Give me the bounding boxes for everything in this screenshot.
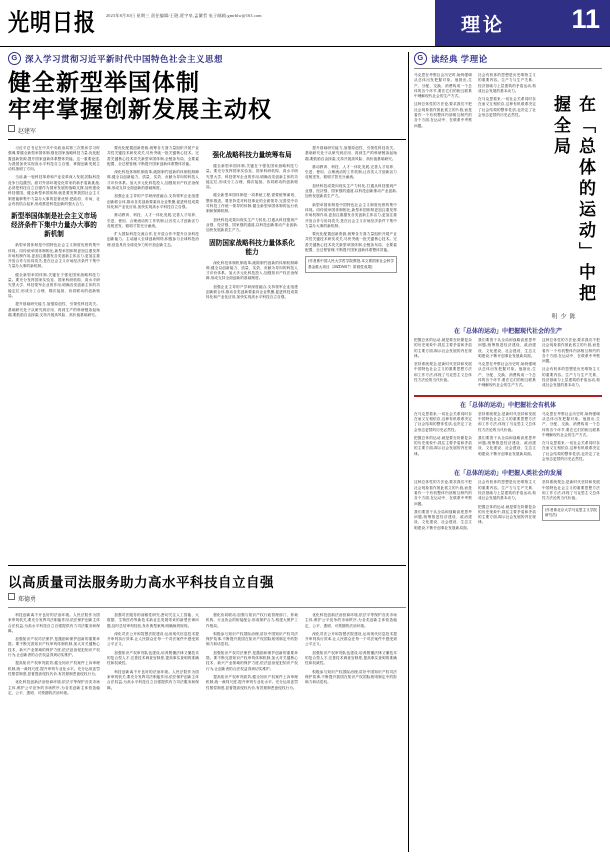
page-number: 11 xyxy=(571,4,600,34)
paragraph: 深化科技体制机制改革,破除制约创新的体制机制障碍,健全以创新能力、质量、实效、贡献为导向的科技人才评价体系。加大多元化科技投入,加强知识产权法治保障,形成支持全面创新的基础制度。 xyxy=(107,170,199,191)
paragraph: 健全新型举国体制,关键在于强化国家战略科技力量。要充分发挥国家实验室、国家科研机构、高水平研究型大学、科技领军企业的作用,明确各类创新主体的功能定位,形成分工合理、梯次接续、协同联动的创新格局。 xyxy=(8,272,100,298)
rail-column-1 xyxy=(414,73,472,323)
article-kicker xyxy=(8,52,406,65)
article-footnote: (作者系中国人民大学哲学院教授,本文系国家社会科学基金重大项目〔20ZDA017〕阶段性成果) xyxy=(305,256,397,272)
paragraph: 推动教育、科技、人才一体化发展,完善人才培养、引进、使用、合理流动的工作机制,让各类人才创新活力竞相迸发、聪明才智充分涌流。 xyxy=(305,164,397,180)
paragraph: 要优化配置创新资源,统筹各方面力量组织开展产业共性关键技术研发攻关,尽快突破一批关键核心技术。完善关键核心技术攻关新型举国体制,全链条布局、全要素配置、全过程管理,不断提升国家创新体系整体效能。 xyxy=(305,232,397,253)
secondary-author: 郑德勇 xyxy=(18,597,37,603)
article-headline-line2: 牢牢掌握创新发展主动权 xyxy=(8,97,272,122)
paragraph: 积极参与知识产权国际治理,讲好中国知识产权司法保护故事,不断提升我国在知识产权国际规则制定中的影响力和话语权。 xyxy=(206,631,298,647)
masthead xyxy=(0,0,610,47)
rail-column-2 xyxy=(478,73,536,323)
paragraph: 加强企业主导的产学研深度融合,支持领军企业组建创新联合体,推动各类创新要素向企业集聚,促进科技成果转化和产业化应用,加快实现高水平科技自立自强。 xyxy=(206,284,298,300)
paragraph: 新型举国体制是中国特色社会主义制度优势的集中体现。同传统举国体制相比,新型举国体制更加注重发挥市场机制作用,更加注重激发各类创新主体活力,更加注重开放合作与协同攻关,是在社会主义市场经济条件下集中力量办大事的新机制。 xyxy=(8,243,100,269)
paragraph: 积极参与知识产权国际治理,讲好中国知识产权司法保护故事,不断提升我国在知识产权国际规则制定中的影响力和话语权。 xyxy=(305,669,397,685)
paragraph: 优化科技创新法治营商环境,依法平等保护各类市场主体,维护公平竞争的市场秩序,为各类创新主体营造稳定、公平、透明、可预期的法治环境。 xyxy=(8,680,100,695)
paragraph: 加强司法服务的前瞻性研究,密切关注人工智能、大数据、生物医药等新技术新业态发展带来的新型法律问题,及时总结审判经验,发布典型案例,明确裁判规则。 xyxy=(107,613,199,628)
guangming-mark-icon: G xyxy=(8,52,21,65)
paragraph: 在马克思看来,一切社会关系同时存在而又互相依存,这种有机联系决定了社会结构的整体性质,也决定了社会形态更替的历史必然性。 xyxy=(478,97,536,118)
rail-divider-bar xyxy=(414,395,602,397)
rail-subhead-1: 在「总体的运动」中把握现代社会的生产 xyxy=(453,329,562,335)
article-column-1 xyxy=(8,146,100,321)
paragraph: 在马克思看来,一切社会关系同时存在而又互相依存,这种有机联系决定了社会结构的整体性质,也决定了社会形态更替的历史必然性。 xyxy=(414,411,472,432)
paragraph: 这种总体性的方法论,要求我们不把社会现象看作彼此孤立的片段,而是看作一个有机整体内部相互制约的各个方面,在运动中、在联系中考察问题。 xyxy=(414,480,472,506)
rail-lower-columns xyxy=(414,412,602,466)
paragraph: 这种总体性的方法论,要求我们不把社会现象看作彼此孤立的片段,而是看作一个有机整体内部相互制约的各个方面,在运动中、在联系中考察问题。 xyxy=(542,338,600,364)
article-subhead-1: 新型举国体制是社会主义市场经济条件下集中力量办大事的新机制 xyxy=(11,213,97,239)
article-main xyxy=(8,52,406,321)
article-secondary xyxy=(8,565,406,699)
paragraph: 社会有机体的思想是历史唯物主义的重要内容。生产力与生产关系、经济基础与上层建筑的矛盾运动,构成社会发展的基本动力。 xyxy=(542,367,600,388)
paragraph: 在马克思看来,一切社会关系同时存在而又互相依存,这种有机联系决定了社会结构的整体性质,也决定了社会形态更替的历史必然性。 xyxy=(542,441,600,462)
paragraph: 提高知识产权审判质效,健全知识产权案件上诉审理机制,统一裁判尺度,提升审判专业化水平。充分运用惩罚性赔偿制度,显著提高侵权代价,有效遏制恶意侵权行为。 xyxy=(206,674,298,690)
byline-marker-icon xyxy=(8,125,15,132)
paragraph: 加强知识产权审判队伍建设,培养既懂法律又懂技术的复合型人才,完善技术调查官制度,提高事实查明的准确性和权威性。 xyxy=(305,650,397,666)
article-subhead-3: 固防国家战略科技力量体系化能力 xyxy=(209,239,295,256)
paragraph: 加强企业主导的产学研深度融合,支持领军企业组建创新联合体,推动各类创新要素向企业集聚,促进科技成果转化和产业化应用,加快实现高水平科技自立自强。 xyxy=(107,194,199,209)
rail-column-8 xyxy=(542,412,600,466)
secondary-column-4 xyxy=(305,613,397,699)
article-separator-rule xyxy=(8,565,406,566)
article-byline xyxy=(8,125,406,135)
paragraph: 把握总体的运动,就是要在纷繁复杂的历史现象中,抓住主要矛盾和矛盾的主要方面,揭示社会发展的内在规律。 xyxy=(414,435,472,456)
article-headline-line1: 健全新型举国体制 xyxy=(8,70,200,95)
paragraph: 深化司法公开和智慧法院建设,运用现代信息技术提升审判执行效率,让人民群众在每一个司法案件中感受到公平正义。 xyxy=(107,631,199,647)
secondary-column-2 xyxy=(107,613,199,699)
paragraph: 马克思在考察社会历史时,始终强调从总体出发把握对象。他指出,生产、分配、交换、消费构成一个总体的各个环节,要在它们的相互联系中理解现代社会的生产方式。 xyxy=(542,411,600,437)
paragraph: 我们要善于从全局和战略高度思考问题,统筹推进经济建设、政治建设、文化建设、社会建设、生态文明建设,不断开创事业发展新局面。 xyxy=(478,435,536,456)
paragraph: 加快科技成果向现实生产力转化,打通从科技强到产业强、经济强、国家强的通道,以科技创新推动产业创新,加快发展新质生产力。 xyxy=(206,217,298,233)
article-columns xyxy=(8,146,406,321)
paragraph: 习近平总书记在中共中央政治局第三次集体学习时强调,要健全新型举国体制,强化国家战略科技力量,优化配置创新资源,提升国家创新体系整体效能。这一重要论述,为我国加快实现高水平科技自立自强、掌握创新发展主动权指明了方向。 xyxy=(8,146,100,172)
rail-bottom-columns xyxy=(414,480,602,534)
rail-vertical-author: 陈少明 xyxy=(550,313,574,321)
paragraph: 这种总体性的方法论,要求我们不把社会现象看作彼此孤立的片段,而是看作一个有机整体内部相互制约的各个方面,在运动中、在联系中考察问题。 xyxy=(414,102,472,128)
paragraph: 科技创新离不开良好的法治环境。人民法院作为国家审判机关,要充分发挥司法职能作用,依法保护创新主体合法权益,为高水平科技自立自强提供有力司法服务和保障。 xyxy=(107,669,199,690)
rail-footnote: (作者系北京大学马克思主义学院研究员) xyxy=(542,505,600,521)
headline-rule xyxy=(8,139,406,140)
rail-kicker xyxy=(414,52,602,65)
rail-column-10 xyxy=(478,480,536,534)
paragraph: 健全新型举国体制是一项系统工程,需要统筹谋划、整体推进。要坚持党对科技事业的全面领导,完善党中央对科技工作统一领导的体制,健全新型举国体制的运行机制和保障机制。 xyxy=(206,193,298,214)
paragraph: 马克思在考察社会历史时,始终强调从总体出发把握对象。他指出,生产、分配、交换、消费构成一个总体的各个环节,要在它们的相互联系中理解现代社会的生产方式。 xyxy=(478,362,536,388)
rail-column-9 xyxy=(414,480,472,534)
article-column-2 xyxy=(107,146,199,321)
secondary-headline: 以高质量司法服务助力高水平科技自立自强 xyxy=(8,575,274,590)
paragraph: 当前,新一轮科技革命和产业变革深入发展,国际科技竞争日趋激烈。面对外部环境变化带来的新矛盾新挑战,必须把科技自立自强作为国家发展的战略支撑,加快建设科技强国。健全新型举国体制,就是要发挥我国社会主义制度能够集中力量办大事的显著优势,把政府、市场、社会有机结合起来,形成推进科技创新的强大合力。 xyxy=(8,175,100,206)
paragraph: 扩大国际科技交流合作,在开放合作中提升自身科技创新能力。主动融入全球创新网络,积极参与全球科技治理,营造具有全球竞争力的开放创新生态。 xyxy=(107,232,199,247)
paragraph: 马克思在考察社会历史时,始终强调从总体出发把握对象。他指出,生产、分配、交换、消费构成一个总体的各个环节,要在它们的相互联系中理解现代社会的生产方式。 xyxy=(414,73,472,99)
paragraph: 我们要善于从全局和战略高度思考问题,统筹推进经济建设、政治建设、文化建设、社会建设、生态文明建设,不断开创事业发展新局面。 xyxy=(478,338,536,358)
paragraph: 把握总体的运动,就是要在纷繁复杂的历史现象中,抓住主要矛盾和矛盾的主要方面,揭示社会发展的内在规律。 xyxy=(414,338,472,358)
paragraph: 我们要善于从全局和战略高度思考问题,统筹推进经济建设、政治建设、文化建设、社会建设、生态文明建设,不断开创事业发展新局面。 xyxy=(414,509,472,530)
rail-top-columns xyxy=(414,73,602,323)
guangming-mark-icon: G xyxy=(414,52,427,65)
rail-mid-columns xyxy=(414,338,602,392)
rail-column-4 xyxy=(478,338,536,392)
paragraph: 健全新型举国体制,关键在于强化国家战略科技力量。要充分发挥国家实验室、国家科研机构、高水平研究型大学、科技领军企业的作用,明确各类创新主体的功能定位,形成分工合理、梯次接续、协同联动的创新格局。 xyxy=(206,164,298,190)
paragraph: 强化协同联动,加强与知识产权行政管理部门、仲裁机构、行业协会的衔接配合,形成保护合力,构建大保护工作格局。 xyxy=(206,613,298,628)
rail-subhead-3: 在「总体的运动」中把握人类社会的发展 xyxy=(453,471,562,478)
rail-column-3 xyxy=(414,338,472,392)
paragraph: 社会有机体的思想是历史唯物主义的重要内容。生产力与生产关系、经济基础与上层建筑的矛盾运动,构成社会发展的基本动力。 xyxy=(478,73,536,93)
paragraph: 深化科技体制机制改革,破除制约创新的体制机制障碍,健全以创新能力、质量、实效、贡献为导向的科技人才评价体系。加大多元化科技投入,加强知识产权法治保障,形成支持全面创新的基础制度。 xyxy=(206,260,298,281)
paragraph: 加强知识产权司法保护,是激励和保护创新的重要举措。要不断完善知识产权审判体制机制,加大对关键核心技术、新兴产业领域的保护力度,依法惩治侵犯知识产权行为,让创新者的合法权益得到切实维护。 xyxy=(206,650,298,671)
paragraph: 提高知识产权审判质效,健全知识产权案件上诉审理机制,统一裁判尺度,提升审判专业化水平。充分运用惩罚性赔偿制度,显著提高侵权代价,有效遏制恶意侵权行为。 xyxy=(8,661,100,676)
secondary-column-3 xyxy=(206,613,298,699)
paragraph: 提升基础研究能力,加强原创性、引领性科技攻关。基础研究处于从研究到应用、再到生产的科研链条起始端,要鼓励自由探索,支持开展高风险、高价值基础研究。 xyxy=(8,302,100,317)
section-banner xyxy=(435,0,610,46)
rail-kicker-text: 读经典 学理论 xyxy=(431,53,488,64)
article-kicker-text: 深入学习贯彻习近平新时代中国特色社会主义思想 xyxy=(25,53,224,64)
paragraph: 深化司法公开和智慧法院建设,运用现代信息技术提升审判执行效率,让人民群众在每一个司法案件中感受到公平正义。 xyxy=(305,631,397,647)
section-title: 理论 xyxy=(461,14,506,36)
paragraph: 坚持系统观念,是新时代坚持和发展中国特色社会主义的重要思想方法和工作方法,体现了马克思主义总体性方法论的当代价值。 xyxy=(478,411,536,432)
secondary-column-1 xyxy=(8,613,100,699)
byline-marker-icon xyxy=(8,593,15,600)
paragraph: 优化科技创新法治营商环境,依法平等保护各类市场主体,维护公平竞争的市场秩序,为各类创新主体营造稳定、公平、透明、可预期的法治环境。 xyxy=(305,613,397,628)
paragraph: 坚持系统观念,是新时代坚持和发展中国特色社会主义的重要思想方法和工作方法,体现了马克思主义总体性方法论的当代价值。 xyxy=(542,480,600,501)
masthead-dateline: 2023年8月30日 星期三 责任编辑/王琎,贾宇泉,孟繁哲 电子邮箱:gmrblw@163.com xyxy=(106,13,262,18)
secondary-columns xyxy=(8,613,406,699)
paragraph: 坚持系统观念,是新时代坚持和发展中国特色社会主义的重要思想方法和工作方法,体现了马克思主义总体性方法论的当代价值。 xyxy=(414,362,472,383)
article-column-4 xyxy=(305,146,397,321)
paragraph: 提升基础研究能力,加强原创性、引领性科技攻关。基础研究处于从研究到应用、再到生产的科研链条起始端,要鼓励自由探索,支持开展高风险、高价值基础研究。 xyxy=(305,146,397,161)
paragraph: 科技创新离不开良好的法治环境。人民法院作为国家审判机关,要充分发挥司法职能作用,依法保护创新主体合法权益,为高水平科技自立自强提供有力司法服务和保障。 xyxy=(8,613,100,633)
rail-column-6 xyxy=(414,412,472,466)
paragraph: 新型举国体制是中国特色社会主义制度优势的集中体现。同传统举国体制相比,新型举国体制更加注重发挥市场机制作用,更加注重激发各类创新主体活力,更加注重开放合作与协同攻关,是在社会主义市场经济条件下集中力量办大事的新机制。 xyxy=(305,202,397,228)
rail-vertical-title: 在「总体的运动」中把握全局 xyxy=(551,95,595,305)
column-divider xyxy=(408,52,409,852)
paragraph: 推动教育、科技、人才一体化发展,完善人才培养、引进、使用、合理流动的工作机制,让各类人才创新活力竞相迸发、聪明才智充分涌流。 xyxy=(107,213,199,228)
paragraph: 把握总体的运动,就是要在纷繁复杂的历史现象中,抓住主要矛盾和矛盾的主要方面,揭示社会发展的内在规律。 xyxy=(478,504,536,525)
paragraph: 加快科技成果向现实生产力转化,打通从科技强到产业强、经济强、国家强的通道,以科技创新推动产业创新,加快发展新质生产力。 xyxy=(305,183,397,199)
paragraph: 加强知识产权审判队伍建设,培养既懂法律又懂技术的复合型人才,完善技术调查官制度,提高事实查明的准确性和权威性。 xyxy=(107,650,199,666)
rail-column-5 xyxy=(542,338,600,392)
article-author: 赵建军 xyxy=(18,129,37,135)
secondary-byline xyxy=(8,593,406,603)
article-column-3 xyxy=(206,146,298,321)
article-subhead-2: 强化战略科技力量统筹布局 xyxy=(212,152,292,159)
newspaper-logo: 光明日报 xyxy=(8,8,96,37)
paragraph: 要优化配置创新资源,统筹各方面力量组织开展产业共性关键技术研发攻关,尽快突破一批关键核心技术。完善关键核心技术攻关新型举国体制,全链条布局、全要素配置、全过程管理,不断提升国家创新体系整体效能。 xyxy=(107,146,199,166)
rail-column-11 xyxy=(542,480,600,534)
rail-subhead-2: 在「总体的运动」中把握社会有机体 xyxy=(459,402,556,409)
rail-column-7 xyxy=(478,412,536,466)
rail-rule xyxy=(414,68,602,69)
secondary-rule xyxy=(8,607,406,608)
rail-column xyxy=(414,52,602,534)
paragraph: 加强知识产权司法保护,是激励和保护创新的重要举措。要不断完善知识产权审判体制机制,加大对关键核心技术、新兴产业领域的保护力度,依法惩治侵犯知识产权行为,让创新者的合法权益得到切实维护。 xyxy=(8,637,100,658)
paragraph: 社会有机体的思想是历史唯物主义的重要内容。生产力与生产关系、经济基础与上层建筑的矛盾运动,构成社会发展的基本动力。 xyxy=(478,480,536,501)
